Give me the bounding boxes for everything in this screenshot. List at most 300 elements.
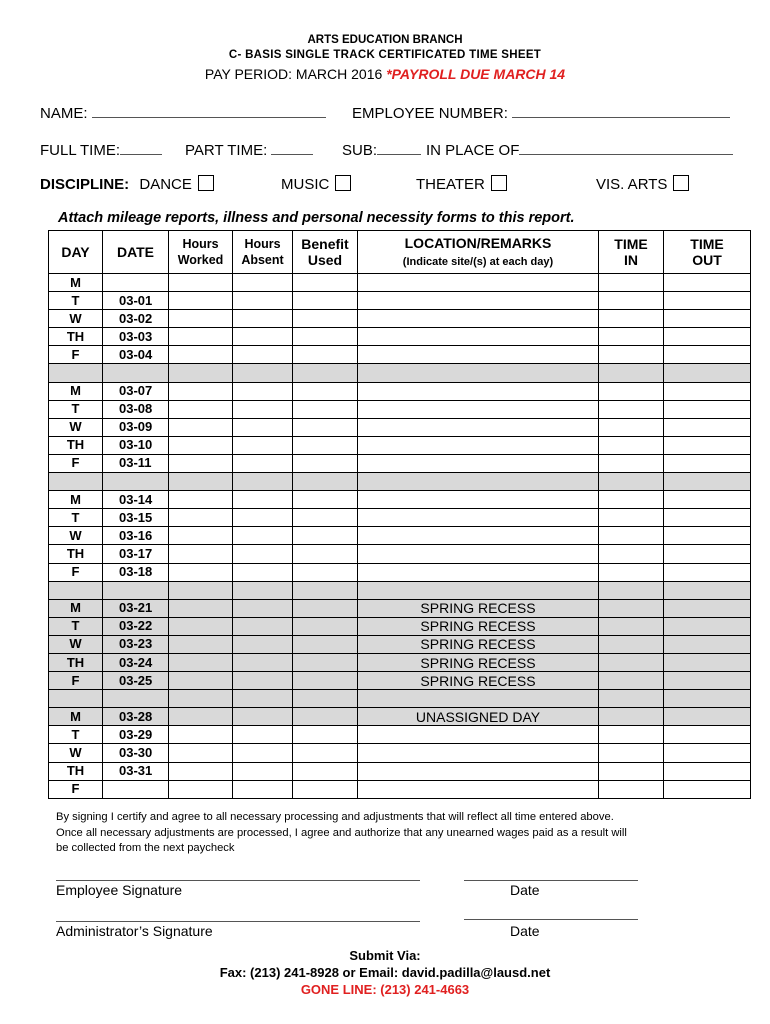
in-place-of-line[interactable] (519, 139, 733, 155)
hours-absent-cell[interactable] (233, 364, 293, 382)
remarks-cell[interactable] (358, 292, 599, 310)
table-row (49, 346, 751, 364)
time-in-cell[interactable] (599, 762, 664, 780)
table-header-row (49, 231, 751, 274)
submit-contact: Fax: (213) 241-8928 or Email: david.padilla@lausd.net (219, 965, 551, 980)
time-in-cell[interactable] (599, 672, 664, 690)
remarks-cell[interactable] (358, 491, 599, 509)
date-cell: 03-21 (103, 599, 169, 617)
time-in-line2: IN (624, 252, 638, 268)
day-cell: W (49, 744, 103, 762)
day-cell: TH (49, 762, 103, 780)
time-out-cell[interactable] (664, 599, 751, 617)
hours-absent-cell[interactable] (233, 708, 293, 726)
date-cell (103, 690, 169, 708)
hours-absent-cell[interactable] (233, 436, 293, 454)
hours-worked-cell[interactable] (169, 400, 233, 418)
time-in-cell[interactable] (599, 635, 664, 653)
time-in-cell[interactable] (599, 274, 664, 292)
time-in-cell[interactable] (599, 780, 664, 798)
date-cell: 03-07 (103, 382, 169, 400)
hours-worked-line2: Worked (177, 253, 224, 267)
time-in-cell[interactable] (599, 581, 664, 599)
in-place-of-field[interactable] (426, 139, 733, 159)
col-date: DATE (103, 231, 169, 274)
full-time-field[interactable] (40, 139, 162, 159)
time-out-cell[interactable] (664, 545, 751, 563)
table-row (49, 292, 751, 310)
benefit-used-cell[interactable] (293, 436, 358, 454)
hours-absent-cell[interactable] (233, 672, 293, 690)
time-in-cell[interactable] (599, 491, 664, 509)
table-row (49, 436, 751, 454)
time-in-cell[interactable] (599, 328, 664, 346)
time-in-cell[interactable] (599, 653, 664, 671)
benefit-used-cell[interactable] (293, 563, 358, 581)
date-cell (103, 473, 169, 491)
dance-label: DANCE (139, 176, 192, 193)
table-row (49, 400, 751, 418)
time-in-cell[interactable] (599, 400, 664, 418)
hours-absent-cell[interactable] (233, 744, 293, 762)
col-time-in (599, 231, 664, 274)
dance-checkbox[interactable] (198, 175, 214, 191)
table-row (49, 635, 751, 653)
benefit-used-cell[interactable] (293, 581, 358, 599)
timesheet-table (48, 230, 751, 799)
benefit-used-cell[interactable] (293, 599, 358, 617)
date-cell: 03-17 (103, 545, 169, 563)
day-cell: M (49, 274, 103, 292)
hours-absent-cell[interactable] (233, 545, 293, 563)
day-cell: TH (49, 653, 103, 671)
remarks-cell[interactable] (358, 527, 599, 545)
hours-absent-cell[interactable] (233, 653, 293, 671)
form-title: C- BASIS SINGLE TRACK CERTIFICATED TIME SHEET (228, 49, 542, 61)
theater-checkbox[interactable] (491, 175, 507, 191)
remarks-cell[interactable] (358, 762, 599, 780)
employee-number-label: EMPLOYEE NUMBER: (352, 105, 508, 122)
benefit-used-cell[interactable] (293, 635, 358, 653)
attach-note: Attach mileage reports, illness and personal necessity forms to this report. (58, 210, 575, 226)
time-in-cell[interactable] (599, 346, 664, 364)
gone-line: GONE LINE: (213) 241-4663 (300, 982, 470, 997)
hours-absent-cell[interactable] (233, 473, 293, 491)
employee-signature-label: Employee Signature (56, 882, 183, 898)
benefit-used-cell[interactable] (293, 274, 358, 292)
hours-worked-cell[interactable] (169, 491, 233, 509)
hours-worked-line1: Hours (182, 237, 219, 251)
date-cell: 03-14 (103, 491, 169, 509)
remarks-cell[interactable]: SPRING RECESS (358, 599, 599, 617)
hours-absent-cell[interactable] (233, 690, 293, 708)
admin-date-line[interactable] (464, 919, 638, 920)
time-out-cell[interactable] (664, 274, 751, 292)
time-in-cell[interactable] (599, 726, 664, 744)
table-row (49, 653, 751, 671)
employee-date-line[interactable] (464, 880, 638, 881)
hours-absent-line2: Absent (241, 253, 284, 267)
hours-worked-cell[interactable] (169, 617, 233, 635)
remarks-cell[interactable] (358, 563, 599, 581)
remarks-cell[interactable] (358, 346, 599, 364)
hours-worked-cell[interactable] (169, 364, 233, 382)
time-out-cell[interactable] (664, 436, 751, 454)
hours-worked-cell[interactable] (169, 292, 233, 310)
theater-label: THEATER (416, 176, 485, 193)
hours-absent-cell[interactable] (233, 581, 293, 599)
date-cell: 03-22 (103, 617, 169, 635)
hours-worked-cell[interactable] (169, 328, 233, 346)
hours-absent-cell[interactable] (233, 454, 293, 472)
theater-option (416, 175, 507, 193)
benefit-used-cell[interactable] (293, 400, 358, 418)
time-out-cell[interactable] (664, 491, 751, 509)
date-cell: 03-18 (103, 563, 169, 581)
time-in-cell[interactable] (599, 292, 664, 310)
day-cell: T (49, 726, 103, 744)
time-in-cell[interactable] (599, 617, 664, 635)
day-cell: W (49, 418, 103, 436)
remarks-cell[interactable] (358, 545, 599, 563)
remarks-cell[interactable] (358, 780, 599, 798)
date-cell: 03-30 (103, 744, 169, 762)
time-out-cell[interactable] (664, 364, 751, 382)
date-cell: 03-23 (103, 635, 169, 653)
sub-line[interactable] (377, 139, 421, 155)
part-time-line[interactable] (271, 139, 313, 155)
benefit-used-cell[interactable] (293, 418, 358, 436)
table-row (49, 780, 751, 798)
col-hours-worked (169, 231, 233, 274)
admin-date-label: Date (510, 923, 540, 939)
time-out-cell[interactable] (664, 509, 751, 527)
certification-line3: be collected from the next paycheck (56, 842, 235, 854)
benefit-used-cell[interactable] (293, 364, 358, 382)
full-time-label: FULL TIME: (40, 142, 121, 159)
music-label: MUSIC (281, 176, 330, 193)
benefit-used-cell[interactable] (293, 346, 358, 364)
remarks-cell[interactable] (358, 400, 599, 418)
remarks-cell[interactable] (358, 382, 599, 400)
full-time-line[interactable] (120, 139, 162, 155)
hours-worked-cell[interactable] (169, 726, 233, 744)
hours-absent-cell[interactable] (233, 599, 293, 617)
date-cell: 03-28 (103, 708, 169, 726)
day-cell: F (49, 780, 103, 798)
part-time-label: PART TIME: (185, 142, 268, 159)
benefit-used-cell[interactable] (293, 328, 358, 346)
time-in-cell[interactable] (599, 364, 664, 382)
hours-absent-cell[interactable] (233, 617, 293, 635)
vis-arts-option (596, 175, 689, 193)
remarks-cell[interactable] (358, 418, 599, 436)
hours-worked-cell[interactable] (169, 473, 233, 491)
day-cell: T (49, 617, 103, 635)
date-cell: 03-09 (103, 418, 169, 436)
name-field[interactable] (40, 102, 326, 122)
hours-worked-cell[interactable] (169, 672, 233, 690)
hours-absent-cell[interactable] (233, 563, 293, 581)
hours-absent-cell[interactable] (233, 292, 293, 310)
day-cell (49, 364, 103, 382)
col-hours-absent (233, 231, 293, 274)
time-out-cell[interactable] (664, 762, 751, 780)
date-cell: 03-01 (103, 292, 169, 310)
time-out-line1: TIME (690, 236, 724, 252)
hours-worked-cell[interactable] (169, 418, 233, 436)
hours-worked-cell[interactable] (169, 780, 233, 798)
time-out-cell[interactable] (664, 617, 751, 635)
time-in-cell[interactable] (599, 436, 664, 454)
date-cell: 03-04 (103, 346, 169, 364)
remarks-cell[interactable]: SPRING RECESS (358, 672, 599, 690)
time-out-cell[interactable] (664, 454, 751, 472)
hours-absent-cell[interactable] (233, 400, 293, 418)
part-time-field[interactable] (185, 139, 313, 159)
admin-signature-line[interactable] (56, 921, 420, 922)
day-cell: T (49, 292, 103, 310)
time-out-cell[interactable] (664, 292, 751, 310)
col-location-remarks (358, 231, 599, 274)
name-line[interactable] (92, 102, 326, 118)
time-in-cell[interactable] (599, 454, 664, 472)
time-in-cell[interactable] (599, 744, 664, 762)
sub-field[interactable] (342, 139, 421, 159)
hours-worked-cell[interactable] (169, 274, 233, 292)
table-row (49, 491, 751, 509)
benefit-used-cell[interactable] (293, 545, 358, 563)
date-cell: 03-31 (103, 762, 169, 780)
time-out-cell[interactable] (664, 527, 751, 545)
remarks-cell[interactable] (358, 509, 599, 527)
table-row (49, 617, 751, 635)
hours-worked-cell[interactable] (169, 581, 233, 599)
hours-worked-cell[interactable] (169, 436, 233, 454)
time-out-cell[interactable] (664, 473, 751, 491)
day-cell: TH (49, 545, 103, 563)
table-row (49, 690, 751, 708)
time-out-cell[interactable] (664, 672, 751, 690)
hours-worked-cell[interactable] (169, 744, 233, 762)
certification-text (56, 810, 716, 857)
remarks-cell[interactable] (358, 436, 599, 454)
day-cell: F (49, 672, 103, 690)
remarks-cell[interactable] (358, 581, 599, 599)
hours-worked-cell[interactable] (169, 708, 233, 726)
hours-worked-cell[interactable] (169, 346, 233, 364)
employee-date-label: Date (510, 882, 540, 898)
time-out-cell[interactable] (664, 744, 751, 762)
branch-title: ARTS EDUCATION BRANCH (307, 34, 463, 46)
time-in-cell[interactable] (599, 509, 664, 527)
benefit-used-cell[interactable] (293, 292, 358, 310)
hours-absent-cell[interactable] (233, 527, 293, 545)
time-in-cell[interactable] (599, 527, 664, 545)
remarks-cell[interactable] (358, 744, 599, 762)
payroll-due-note: *PAYROLL DUE MARCH 14 (386, 66, 566, 82)
benefit-used-cell[interactable] (293, 780, 358, 798)
benefit-used-cell[interactable] (293, 617, 358, 635)
benefit-used-cell[interactable] (293, 509, 358, 527)
benefit-used-cell[interactable] (293, 491, 358, 509)
time-out-cell[interactable] (664, 400, 751, 418)
admin-signature-label: Administrator’s Signature (56, 923, 213, 939)
benefit-used-cell[interactable] (293, 310, 358, 328)
hours-worked-cell[interactable] (169, 635, 233, 653)
time-in-cell[interactable] (599, 310, 664, 328)
benefit-used-cell[interactable] (293, 454, 358, 472)
table-row (49, 527, 751, 545)
day-cell: F (49, 346, 103, 364)
date-cell: 03-25 (103, 672, 169, 690)
table-row (49, 545, 751, 563)
benefit-used-cell[interactable] (293, 382, 358, 400)
hours-absent-cell[interactable] (233, 726, 293, 744)
benefit-used-cell[interactable] (293, 708, 358, 726)
music-checkbox[interactable] (335, 175, 351, 191)
time-out-line2: OUT (692, 252, 722, 268)
discipline-label: DISCIPLINE: (40, 176, 130, 193)
remarks-cell[interactable] (358, 310, 599, 328)
remarks-cell[interactable]: SPRING RECESS (358, 635, 599, 653)
time-in-cell[interactable] (599, 690, 664, 708)
table-row (49, 418, 751, 436)
remarks-cell[interactable] (358, 726, 599, 744)
hours-absent-cell[interactable] (233, 328, 293, 346)
date-cell: 03-02 (103, 310, 169, 328)
table-row (49, 310, 751, 328)
hours-absent-cell[interactable] (233, 346, 293, 364)
employee-number-field[interactable] (352, 102, 730, 122)
pay-period-label: PAY PERIOD: MARCH 2016 (204, 66, 387, 82)
date-cell: 03-29 (103, 726, 169, 744)
table-row (49, 744, 751, 762)
hours-worked-cell[interactable] (169, 762, 233, 780)
time-out-cell[interactable] (664, 418, 751, 436)
hours-worked-cell[interactable] (169, 690, 233, 708)
hours-absent-cell[interactable] (233, 418, 293, 436)
location-title: LOCATION/REMARKS (404, 234, 552, 251)
time-in-cell[interactable] (599, 382, 664, 400)
hours-absent-cell[interactable] (233, 382, 293, 400)
sub-label: SUB: (342, 142, 378, 159)
time-out-cell[interactable] (664, 708, 751, 726)
day-cell: M (49, 599, 103, 617)
remarks-cell[interactable] (358, 454, 599, 472)
col-time-out (664, 231, 751, 274)
date-cell (103, 364, 169, 382)
employee-number-line[interactable] (512, 102, 730, 118)
hours-absent-cell[interactable] (233, 780, 293, 798)
benefit-used-cell[interactable] (293, 744, 358, 762)
employee-signature-line[interactable] (56, 880, 420, 881)
hours-worked-cell[interactable] (169, 653, 233, 671)
hours-absent-cell[interactable] (233, 635, 293, 653)
benefit-used-cell[interactable] (293, 527, 358, 545)
benefit-used-cell[interactable] (293, 726, 358, 744)
time-out-cell[interactable] (664, 328, 751, 346)
hours-absent-cell[interactable] (233, 762, 293, 780)
table-row (49, 726, 751, 744)
remarks-cell[interactable]: SPRING RECESS (358, 653, 599, 671)
time-in-line1: TIME (614, 236, 648, 252)
time-out-cell[interactable] (664, 690, 751, 708)
time-out-cell[interactable] (664, 726, 751, 744)
hours-absent-cell[interactable] (233, 274, 293, 292)
time-in-cell[interactable] (599, 599, 664, 617)
table-row (49, 581, 751, 599)
time-in-cell[interactable] (599, 473, 664, 491)
remarks-cell[interactable] (358, 473, 599, 491)
day-cell: W (49, 310, 103, 328)
hours-absent-cell[interactable] (233, 491, 293, 509)
day-cell: M (49, 491, 103, 509)
hours-worked-cell[interactable] (169, 382, 233, 400)
vis-arts-label: VIS. ARTS (596, 176, 668, 193)
time-in-cell[interactable] (599, 563, 664, 581)
remarks-cell[interactable] (358, 690, 599, 708)
benefit-used-cell[interactable] (293, 762, 358, 780)
remarks-cell[interactable] (358, 328, 599, 346)
table-row (49, 454, 751, 472)
benefit-used-cell[interactable] (293, 653, 358, 671)
time-in-cell[interactable] (599, 418, 664, 436)
benefit-used-cell[interactable] (293, 690, 358, 708)
table-row (49, 382, 751, 400)
hours-worked-cell[interactable] (169, 509, 233, 527)
benefit-used-cell[interactable] (293, 672, 358, 690)
hours-absent-cell[interactable] (233, 509, 293, 527)
hours-worked-cell[interactable] (169, 454, 233, 472)
time-out-cell[interactable] (664, 382, 751, 400)
hours-worked-cell[interactable] (169, 599, 233, 617)
in-place-of-label: IN PLACE OF (426, 142, 520, 159)
remarks-cell[interactable] (358, 274, 599, 292)
hours-worked-cell[interactable] (169, 563, 233, 581)
hours-worked-cell[interactable] (169, 545, 233, 563)
time-in-cell[interactable] (599, 708, 664, 726)
time-out-cell[interactable] (664, 780, 751, 798)
table-row (49, 509, 751, 527)
remarks-cell[interactable]: SPRING RECESS (358, 617, 599, 635)
time-out-cell[interactable] (664, 653, 751, 671)
table-row (49, 364, 751, 382)
benefit-line2: Used (307, 252, 343, 268)
vis-arts-checkbox[interactable] (673, 175, 689, 191)
music-option (281, 175, 351, 193)
time-in-cell[interactable] (599, 545, 664, 563)
time-out-cell[interactable] (664, 563, 751, 581)
name-label: NAME: (40, 105, 88, 122)
discipline-row (40, 175, 214, 193)
hours-absent-cell[interactable] (233, 310, 293, 328)
certification-line1: By signing I certify and agree to all necessary processing and adjustments that will reflect all time entered above. (56, 811, 614, 823)
hours-worked-cell[interactable] (169, 527, 233, 545)
remarks-cell[interactable]: UNASSIGNED DAY (358, 708, 599, 726)
time-out-cell[interactable] (664, 310, 751, 328)
time-out-cell[interactable] (664, 581, 751, 599)
col-day: DAY (49, 231, 103, 274)
benefit-used-cell[interactable] (293, 473, 358, 491)
time-out-cell[interactable] (664, 346, 751, 364)
table-row (49, 563, 751, 581)
time-out-cell[interactable] (664, 635, 751, 653)
table-row (49, 473, 751, 491)
date-cell: 03-08 (103, 400, 169, 418)
hours-worked-cell[interactable] (169, 310, 233, 328)
remarks-cell[interactable] (358, 364, 599, 382)
